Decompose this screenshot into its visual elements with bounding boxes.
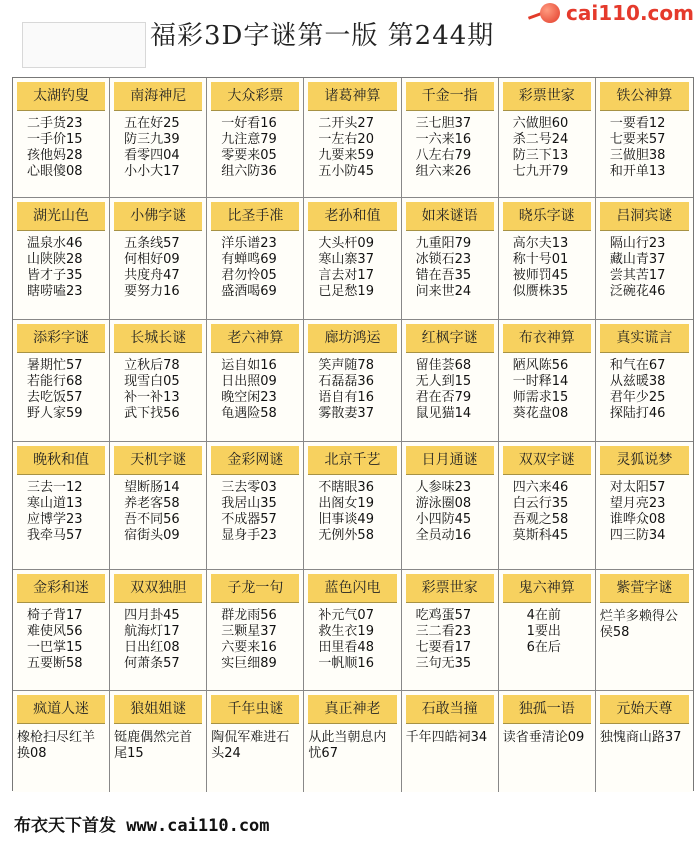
cell-lines — [110, 475, 206, 544]
riddle-line: 从兹暖38 — [609, 374, 666, 389]
cell-header: 天机字谜 — [114, 446, 202, 475]
cell-lines — [596, 111, 693, 180]
riddle-line: 三去零03 — [221, 480, 277, 495]
cell-header: 铁公神算 — [600, 82, 689, 111]
riddle-line: 组六防36 — [221, 164, 277, 179]
cell-lines — [499, 724, 595, 746]
riddle-line: 组六来26 — [415, 164, 472, 179]
cell-lines — [13, 475, 109, 544]
cell-header: 廊坊鸿运 — [308, 324, 396, 353]
cell-lines — [304, 475, 400, 544]
riddle-line: 我牵马57 — [27, 528, 83, 543]
cell-header: 晓乐字谜 — [503, 202, 591, 231]
riddle-line: 读省垂清论09 — [502, 730, 585, 745]
riddle-line: 语自有16 — [318, 390, 374, 405]
riddle-cell — [402, 78, 499, 198]
cell-lines — [402, 475, 498, 544]
cell-header: 日月通谜 — [406, 446, 494, 475]
riddle-line: 已足愁19 — [318, 284, 374, 299]
riddle-line: 人参味23 — [415, 480, 472, 495]
riddle-cell — [110, 691, 207, 792]
riddle-line: 七九开79 — [512, 164, 569, 179]
riddle-line: 白云行35 — [512, 496, 569, 511]
footer-credit: 布衣天下首发 www.cai110.com — [14, 816, 270, 836]
riddle-line: 防三九39 — [124, 132, 180, 147]
cell-lines — [304, 724, 400, 762]
riddle-cell — [207, 320, 304, 442]
cell-lines — [402, 231, 498, 300]
cell-lines — [13, 353, 109, 422]
cell-header: 灵狐说梦 — [600, 446, 689, 475]
logo-text: cai110.com — [566, 1, 694, 25]
riddle-line: 防三下13 — [512, 148, 569, 163]
cell-lines — [110, 724, 206, 762]
cell-header: 石敢当撞 — [406, 695, 494, 724]
riddle-line: 补一补13 — [124, 390, 180, 405]
riddle-cell — [13, 78, 110, 198]
riddle-line: 八左右79 — [415, 148, 472, 163]
riddle-line: 温泉水46 — [27, 236, 83, 251]
riddle-cell — [304, 570, 401, 691]
riddle-cell — [110, 78, 207, 198]
riddle-line: 旧事谈49 — [318, 512, 374, 527]
cell-lines — [110, 111, 206, 180]
riddle-line: 一要看12 — [609, 116, 666, 131]
riddle-line: 六做胆60 — [512, 116, 569, 131]
riddle-line: 烂羊多赖得公侯58 — [599, 609, 678, 640]
riddle-line: 九要来59 — [318, 148, 374, 163]
riddle-line: 君勿怜05 — [221, 268, 277, 283]
cell-header: 布衣神算 — [503, 324, 591, 353]
cell-lines — [596, 724, 693, 746]
cell-header: 千年虫谜 — [211, 695, 299, 724]
cell-header: 南海神尼 — [114, 82, 202, 111]
riddle-line: 宿街头09 — [124, 528, 180, 543]
cell-header: 如来谜语 — [406, 202, 494, 231]
riddle-line: 椅子背17 — [27, 608, 83, 623]
riddle-line: 三二看23 — [415, 624, 472, 639]
riddle-cell — [499, 442, 596, 570]
riddle-line: 武下找56 — [124, 406, 180, 421]
riddle-cell — [499, 320, 596, 442]
riddle-line: 暑期忙57 — [27, 358, 83, 373]
riddle-line: 和气在67 — [609, 358, 666, 373]
riddle-line: 七要来57 — [609, 132, 666, 147]
cell-lines — [304, 231, 400, 300]
cell-header: 比圣手准 — [211, 202, 299, 231]
cell-header: 老六神算 — [211, 324, 299, 353]
riddle-cell — [13, 320, 110, 442]
riddle-cell — [304, 691, 401, 792]
riddle-cell — [304, 78, 401, 198]
riddle-line: 寒山寨37 — [318, 252, 374, 267]
riddle-line: 一手价15 — [27, 132, 83, 147]
cell-header: 长城长谜 — [114, 324, 202, 353]
cell-lines — [304, 353, 400, 422]
riddle-line: 藏山青37 — [609, 252, 666, 267]
riddle-line: 无人到15 — [415, 374, 472, 389]
cell-lines — [13, 724, 109, 762]
riddle-line: 晚空闲23 — [221, 390, 277, 405]
riddle-line: 望月亮23 — [609, 496, 666, 511]
riddle-line: 立秋后78 — [124, 358, 180, 373]
riddle-line: 五要断58 — [27, 656, 83, 671]
cell-header: 金彩网谜 — [211, 446, 299, 475]
riddle-line: 五在好25 — [124, 116, 180, 131]
riddle-line: 现雪白05 — [124, 374, 180, 389]
riddle-cell — [110, 442, 207, 570]
riddle-line: 四三防34 — [609, 528, 666, 543]
riddle-cell — [402, 442, 499, 570]
riddle-cell — [402, 198, 499, 320]
riddle-line: 冰锁石23 — [415, 252, 472, 267]
riddle-cell — [402, 691, 499, 792]
riddle-line: 千年四皓祠34 — [405, 730, 488, 745]
riddle-line: 一好看16 — [221, 116, 277, 131]
riddle-line: 补元气07 — [318, 608, 374, 623]
riddle-cell — [596, 320, 693, 442]
riddle-line: 养老客58 — [124, 496, 180, 511]
cell-lines — [402, 603, 498, 672]
riddle-line: 小小大17 — [124, 164, 180, 179]
cell-header: 双双独胆 — [114, 574, 202, 603]
cell-lines — [110, 603, 206, 672]
cell-lines — [110, 231, 206, 300]
riddle-line: 被师罚45 — [512, 268, 569, 283]
riddle-line: 莫斯科45 — [512, 528, 569, 543]
riddle-line: 铤鹿偶然完首尾15 — [114, 730, 193, 761]
riddle-cell — [596, 442, 693, 570]
cell-header: 彩票世家 — [503, 82, 591, 111]
riddle-line: 鼠见猫14 — [415, 406, 472, 421]
riddle-line: 吾观之58 — [512, 512, 569, 527]
riddle-line: 6在后 — [526, 640, 561, 655]
riddle-line: 日出红08 — [124, 640, 180, 655]
riddle-line: 橡枪扫尽红羊换08 — [17, 730, 96, 761]
riddle-line: 共度舟47 — [124, 268, 180, 283]
cell-lines — [402, 724, 498, 746]
riddle-line: 陶侃军难进石头24 — [211, 730, 290, 761]
cell-header: 真实谎言 — [600, 324, 689, 353]
riddle-cell — [207, 78, 304, 198]
cell-header: 蓝色闪电 — [308, 574, 396, 603]
riddle-cell — [304, 320, 401, 442]
riddle-line: 何相好09 — [124, 252, 180, 267]
riddle-line: 无例外58 — [318, 528, 374, 543]
riddle-line: 一六来16 — [415, 132, 472, 147]
riddle-line: 田里看48 — [318, 640, 374, 655]
cell-header: 彩票世家 — [406, 574, 494, 603]
cell-header: 独孤一语 — [503, 695, 591, 724]
cell-lines — [596, 353, 693, 422]
riddle-line: 隔山行23 — [609, 236, 666, 251]
riddle-cell — [596, 691, 693, 792]
cell-lines — [207, 231, 303, 300]
riddle-line: 笑声随78 — [318, 358, 374, 373]
riddle-line: 航海灯17 — [124, 624, 180, 639]
riddle-cell — [207, 198, 304, 320]
riddle-line: 三去一12 — [27, 480, 83, 495]
riddle-cell — [13, 198, 110, 320]
page-title: 福彩3D字谜第一版 第244期 — [150, 21, 495, 51]
riddle-line: 实巨细89 — [221, 656, 277, 671]
cell-header: 添彩字谜 — [17, 324, 105, 353]
riddle-line: 出阁女19 — [318, 496, 374, 511]
riddle-line: 洋乐谱23 — [221, 236, 277, 251]
cell-lines — [596, 475, 693, 544]
cell-lines — [13, 231, 109, 300]
riddle-line: 救生衣19 — [318, 624, 374, 639]
riddle-line: 全员动16 — [415, 528, 472, 543]
riddle-line: 二手货23 — [27, 116, 83, 131]
riddle-line: 游泳圈08 — [415, 496, 472, 511]
riddle-line: 三句无35 — [415, 656, 472, 671]
riddle-line: 看零四04 — [124, 148, 180, 163]
riddle-line: 寒山道13 — [27, 496, 83, 511]
riddle-line: 独愧商山路37 — [599, 730, 682, 745]
riddle-line: 一巴掌15 — [27, 640, 83, 655]
riddle-line: 石磊磊36 — [318, 374, 374, 389]
riddle-line: 应博学23 — [27, 512, 83, 527]
riddle-line: 九注意79 — [221, 132, 277, 147]
riddle-cell — [499, 198, 596, 320]
riddle-line: 何萧条57 — [124, 656, 180, 671]
riddle-line: 日出照09 — [221, 374, 277, 389]
cell-header: 紫萱字谜 — [600, 574, 689, 603]
riddle-line: 尝其苦17 — [609, 268, 666, 283]
cell-header: 湖光山色 — [17, 202, 105, 231]
riddle-cell — [207, 570, 304, 691]
cell-lines — [13, 603, 109, 672]
riddle-cell — [207, 442, 304, 570]
riddle-line: 探陆打46 — [609, 406, 666, 421]
riddle-cell — [110, 570, 207, 691]
cell-lines — [499, 231, 595, 300]
riddle-line: 1要出 — [526, 624, 561, 639]
riddle-cell — [110, 198, 207, 320]
cell-header: 元始天尊 — [600, 695, 689, 724]
riddle-cell — [207, 691, 304, 792]
cell-header: 鬼六神算 — [503, 574, 591, 603]
riddle-line: 龟遇险58 — [221, 406, 277, 421]
cell-lines — [304, 603, 400, 672]
cell-header: 狼姐姐谜 — [114, 695, 202, 724]
riddle-line: 三七胆37 — [415, 116, 472, 131]
cell-header: 诸葛神算 — [308, 82, 396, 111]
riddle-line: 似赝株35 — [512, 284, 569, 299]
cell-header: 疯道人迷 — [17, 695, 105, 724]
riddle-line: 一时释14 — [512, 374, 569, 389]
riddle-line: 我居山35 — [221, 496, 277, 511]
riddle-cell — [304, 442, 401, 570]
riddle-line: 不瞎眼36 — [318, 480, 374, 495]
riddle-line: 三做胆38 — [609, 148, 666, 163]
riddle-line: 葵花盘08 — [512, 406, 569, 421]
riddle-line: 七要看17 — [415, 640, 472, 655]
riddle-line: 泛碗花46 — [609, 284, 666, 299]
riddle-line: 言去对17 — [318, 268, 374, 283]
cell-header: 小佛字谜 — [114, 202, 202, 231]
site-logo[interactable] — [522, 0, 700, 30]
riddle-line: 吾不同56 — [124, 512, 180, 527]
riddle-line: 大头杆09 — [318, 236, 374, 251]
riddle-line: 五小防45 — [318, 164, 374, 179]
riddle-line: 4在前 — [526, 608, 561, 623]
cell-header: 吕洞宾谜 — [600, 202, 689, 231]
riddle-cell — [13, 691, 110, 792]
cell-lines — [207, 603, 303, 672]
riddle-line: 留佳荟68 — [415, 358, 472, 373]
riddle-line: 六要来16 — [221, 640, 277, 655]
cell-lines — [596, 603, 693, 641]
cell-header: 老孙和值 — [308, 202, 396, 231]
cell-lines — [13, 111, 109, 180]
riddle-line: 瞎唠嗑23 — [27, 284, 83, 299]
riddle-line: 一左右20 — [318, 132, 374, 147]
riddle-line: 吃鸡蛋57 — [415, 608, 472, 623]
cell-header: 红枫字谜 — [406, 324, 494, 353]
riddle-line: 杀二号24 — [512, 132, 569, 147]
riddle-cell — [13, 570, 110, 691]
riddle-line: 一帆顺16 — [318, 656, 374, 671]
cell-lines — [499, 603, 595, 656]
cell-lines — [499, 353, 595, 422]
cell-header: 大众彩票 — [211, 82, 299, 111]
riddle-line: 四六来46 — [512, 480, 569, 495]
cell-lines — [402, 353, 498, 422]
riddle-grid — [12, 77, 694, 791]
cell-header: 千金一指 — [406, 82, 494, 111]
riddle-line: 陋风陈56 — [512, 358, 569, 373]
riddle-line: 师需求15 — [512, 390, 569, 405]
riddle-line: 称十号01 — [512, 252, 569, 267]
cell-lines — [402, 111, 498, 180]
riddle-line: 去吃饭57 — [27, 390, 83, 405]
riddle-cell — [499, 691, 596, 792]
riddle-cell — [304, 198, 401, 320]
riddle-line: 对太阳57 — [609, 480, 666, 495]
riddle-cell — [596, 198, 693, 320]
riddle-cell — [596, 570, 693, 691]
riddle-line: 三颗星37 — [221, 624, 277, 639]
riddle-cell — [402, 570, 499, 691]
riddle-line: 君在否79 — [415, 390, 472, 405]
riddle-line: 要努力16 — [124, 284, 180, 299]
riddle-cell — [499, 570, 596, 691]
riddle-cell — [499, 78, 596, 198]
cell-header: 金彩和迷 — [17, 574, 105, 603]
riddle-line: 显身手23 — [221, 528, 277, 543]
cell-header: 双双字谜 — [503, 446, 591, 475]
riddle-line: 错在吾35 — [415, 268, 472, 283]
cell-header: 北京千艺 — [308, 446, 396, 475]
riddle-line: 九重阳79 — [415, 236, 472, 251]
riddle-line: 望断肠14 — [124, 480, 180, 495]
riddle-line: 难使风56 — [27, 624, 83, 639]
riddle-line: 君年少25 — [609, 390, 666, 405]
logo-ball-icon — [540, 3, 560, 23]
riddle-line: 雾散妻37 — [318, 406, 374, 421]
cell-lines — [596, 231, 693, 300]
riddle-line: 群龙雨56 — [221, 608, 277, 623]
header-blank-box — [22, 22, 146, 68]
cell-lines — [207, 111, 303, 180]
riddle-cell — [110, 320, 207, 442]
cell-header: 太湖钓叟 — [17, 82, 105, 111]
riddle-line: 四月卦45 — [124, 608, 180, 623]
riddle-line: 盛酒喝69 — [221, 284, 277, 299]
riddle-line: 野人家59 — [27, 406, 83, 421]
riddle-line: 有蝉鸣69 — [221, 252, 277, 267]
riddle-line: 零要来05 — [221, 148, 277, 163]
riddle-line: 高尔夫13 — [512, 236, 569, 251]
cell-header: 子龙一句 — [211, 574, 299, 603]
cell-lines — [499, 111, 595, 180]
riddle-line: 问来世24 — [415, 284, 472, 299]
cell-lines — [207, 475, 303, 544]
cell-header: 真正神老 — [308, 695, 396, 724]
riddle-line: 从此当朝息内忧67 — [308, 730, 387, 761]
riddle-line: 五条线57 — [124, 236, 180, 251]
cell-header: 晚秋和值 — [17, 446, 105, 475]
riddle-line: 若能行68 — [27, 374, 83, 389]
riddle-line: 不成器57 — [221, 512, 277, 527]
riddle-line: 小四防45 — [415, 512, 472, 527]
riddle-line: 运自如16 — [221, 358, 277, 373]
riddle-cell — [13, 442, 110, 570]
cell-lines — [499, 475, 595, 544]
riddle-line: 孩他妈28 — [27, 148, 83, 163]
riddle-cell — [596, 78, 693, 198]
riddle-line: 谁哗众08 — [609, 512, 666, 527]
riddle-line: 心眼傻08 — [27, 164, 83, 179]
riddle-line: 山陕陕28 — [27, 252, 83, 267]
riddle-line: 皆才子35 — [27, 268, 83, 283]
riddle-cell — [402, 320, 499, 442]
riddle-line: 和开单13 — [609, 164, 666, 179]
cell-lines — [207, 724, 303, 762]
cell-lines — [304, 111, 400, 180]
cell-lines — [110, 353, 206, 422]
riddle-line: 二开头27 — [318, 116, 374, 131]
cell-lines — [207, 353, 303, 422]
